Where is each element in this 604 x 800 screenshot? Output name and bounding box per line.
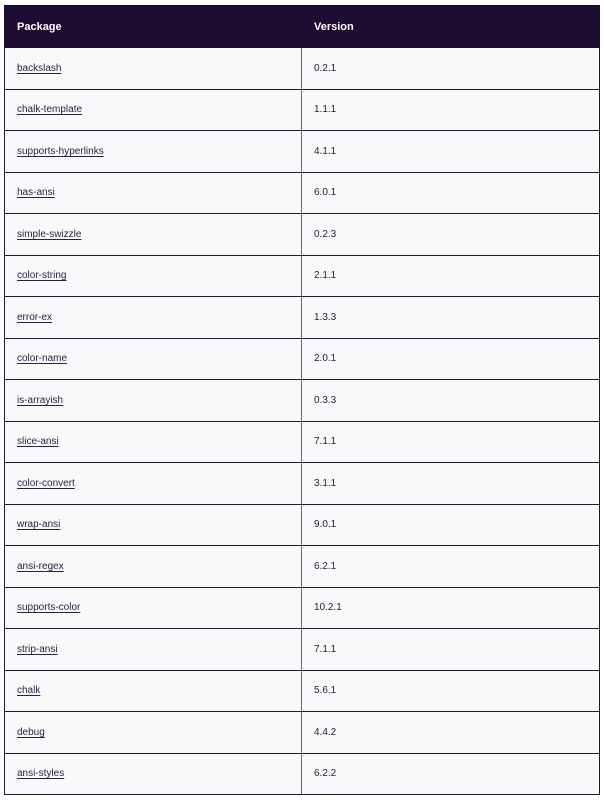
package-cell — [5, 587, 302, 629]
version-cell: 0.2.1 — [302, 48, 600, 90]
package-link[interactable]: color-convert — [17, 477, 75, 489]
package-link[interactable]: supports-hyperlinks — [17, 145, 104, 157]
table-row — [5, 421, 600, 463]
table-row — [5, 48, 600, 90]
version-cell: 0.3.3 — [302, 380, 600, 422]
version-cell: 2.0.1 — [302, 338, 600, 380]
table-row — [5, 297, 600, 339]
package-cell — [5, 504, 302, 546]
package-cell — [5, 214, 302, 256]
package-link[interactable]: ansi-styles — [17, 768, 65, 780]
package-link[interactable]: ansi-regex — [17, 560, 64, 572]
package-link[interactable]: supports-color — [17, 602, 81, 614]
package-cell — [5, 48, 302, 90]
table-row — [5, 255, 600, 297]
version-cell: 2.1.1 — [302, 255, 600, 297]
version-cell: 7.1.1 — [302, 629, 600, 671]
package-cell — [5, 421, 302, 463]
table-row — [5, 504, 600, 546]
version-cell: 4.1.1 — [302, 131, 600, 173]
table-row — [5, 629, 600, 671]
package-cell — [5, 172, 302, 214]
table-header — [5, 6, 600, 48]
table-row — [5, 463, 600, 505]
package-link[interactable]: color-string — [17, 270, 67, 282]
table-row — [5, 380, 600, 422]
package-link[interactable]: slice-ansi — [17, 436, 59, 448]
package-link[interactable]: color-name — [17, 353, 68, 365]
table-row — [5, 546, 600, 588]
package-cell — [5, 546, 302, 588]
package-link[interactable]: simple-swizzle — [17, 228, 82, 240]
version-cell: 6.2.2 — [302, 753, 600, 795]
header-package: Package — [5, 6, 302, 48]
package-link[interactable]: is-arrayish — [17, 394, 64, 406]
version-cell: 9.0.1 — [302, 504, 600, 546]
package-cell — [5, 753, 302, 795]
package-cell — [5, 629, 302, 671]
version-cell: 6.0.1 — [302, 172, 600, 214]
package-cell — [5, 131, 302, 173]
version-cell: 0.2.3 — [302, 214, 600, 256]
package-link[interactable]: wrap-ansi — [17, 519, 61, 531]
package-cell — [5, 380, 302, 422]
version-cell: 4.4.2 — [302, 712, 600, 754]
table-row — [5, 172, 600, 214]
table-row — [5, 753, 600, 795]
packages-table-container — [4, 5, 599, 795]
package-link[interactable]: error-ex — [17, 311, 53, 323]
package-cell — [5, 463, 302, 505]
version-cell: 5.6.1 — [302, 670, 600, 712]
package-cell — [5, 712, 302, 754]
package-link[interactable]: backslash — [17, 62, 62, 74]
package-cell — [5, 338, 302, 380]
package-cell — [5, 89, 302, 131]
header-row — [5, 6, 600, 48]
table-row — [5, 712, 600, 754]
version-cell: 10.2.1 — [302, 587, 600, 629]
table-row — [5, 214, 600, 256]
package-link[interactable]: debug — [17, 726, 45, 738]
table-body — [5, 48, 600, 795]
version-cell: 7.1.1 — [302, 421, 600, 463]
version-cell: 1.1.1 — [302, 89, 600, 131]
version-cell: 3.1.1 — [302, 463, 600, 505]
package-cell — [5, 255, 302, 297]
table-row — [5, 131, 600, 173]
version-cell: 6.2.1 — [302, 546, 600, 588]
table-row — [5, 338, 600, 380]
package-link[interactable]: chalk-template — [17, 104, 83, 116]
package-cell — [5, 670, 302, 712]
package-link[interactable]: has-ansi — [17, 187, 55, 199]
package-link[interactable]: chalk — [17, 685, 41, 697]
package-cell — [5, 297, 302, 339]
package-link[interactable]: strip-ansi — [17, 643, 58, 655]
table-row — [5, 89, 600, 131]
table-row — [5, 587, 600, 629]
packages-table — [4, 5, 600, 795]
version-cell: 1.3.3 — [302, 297, 600, 339]
header-version: Version — [302, 6, 600, 48]
table-row — [5, 670, 600, 712]
